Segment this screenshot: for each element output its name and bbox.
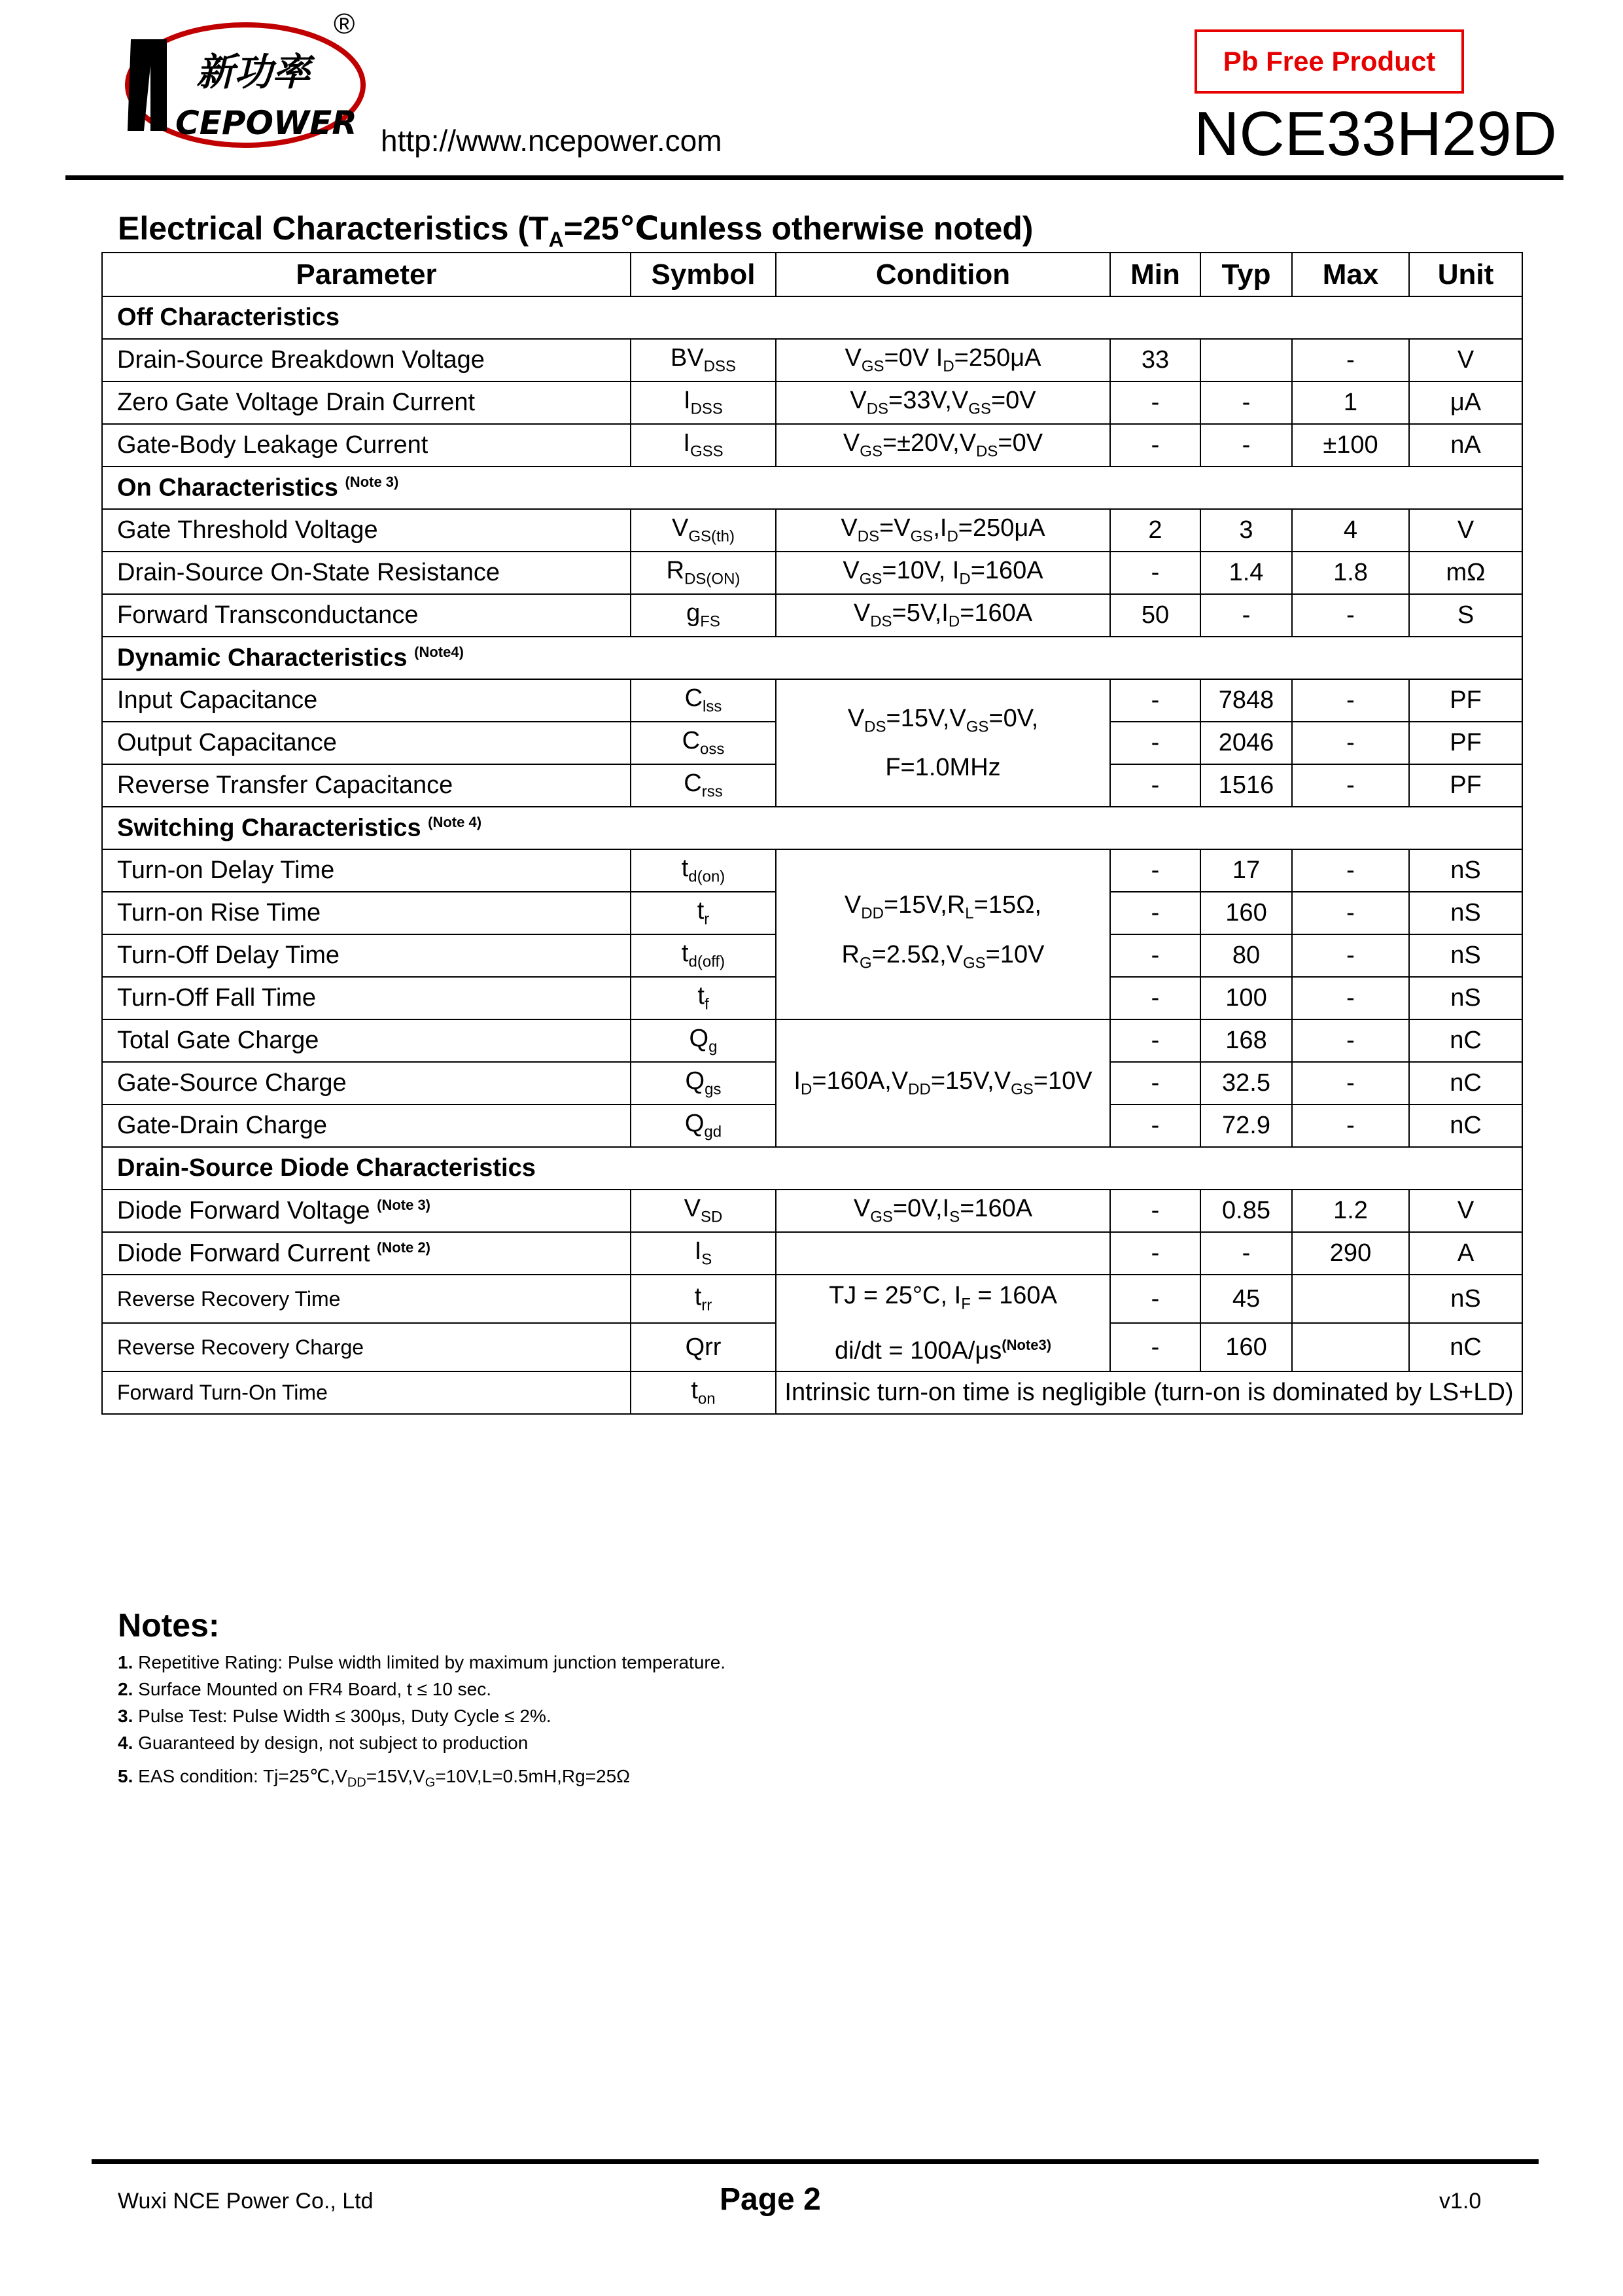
table-cell: 0.85: [1200, 1190, 1292, 1232]
table-row: [102, 1275, 1522, 1323]
table-cell: 100: [1200, 977, 1292, 1019]
footer-divider: [92, 2159, 1539, 2164]
section-dynamic: Dynamic Characteristics $^{(Note4)}$: [102, 637, 1522, 679]
col-typ: Typ: [1200, 253, 1292, 296]
table-cell: Diode Forward Voltage $^{(Note 3)}$: [102, 1190, 631, 1232]
section-off: Off Characteristics: [102, 296, 1522, 339]
table-cell: $V_{DS}=V_{GS},I_D=250\mu A$: [776, 509, 1110, 552]
header-row: [102, 253, 1522, 296]
table-cell: Intrinsic turn-on time is negligible (turn-on is dominated by LS+LD): [776, 1371, 1522, 1414]
table-cell: $t_f$: [631, 977, 776, 1019]
table-cell: nS: [1409, 892, 1522, 934]
table-cell: $R_{DS(ON)}$: [631, 552, 776, 594]
table-row: [102, 381, 1522, 424]
table-cell: 4: [1292, 509, 1409, 552]
table-cell: $V_{GS}=\pm 20V,V_{DS}=0V$: [776, 424, 1110, 467]
table-cell: -: [1110, 1190, 1200, 1232]
table-cell: nC: [1409, 1019, 1522, 1062]
table-cell: $C_{oss}$: [631, 722, 776, 764]
table-cell: -: [1292, 764, 1409, 807]
logo-english-text: CEPOWER: [175, 104, 357, 142]
registered-mark: ®: [334, 8, 355, 40]
table-cell: -: [1110, 1019, 1200, 1062]
table-cell: $V_{GS}=10V$, $I_D=160A$: [776, 552, 1110, 594]
table-cell: Turn-Off Delay Time: [102, 934, 631, 977]
table-cell: Output Capacitance: [102, 722, 631, 764]
website-url[interactable]: http://www.ncepower.com: [381, 124, 722, 158]
table-cell: -: [1200, 1232, 1292, 1275]
table-cell: Gate-Drain Charge: [102, 1104, 631, 1147]
section-switching: Switching Characteristics $^{(Note 4)}$: [102, 807, 1522, 849]
table-cell: $V_{DS}=15V,V_{GS}=0V$, F=1.0MHz: [776, 679, 1110, 807]
table-cell: Reverse Recovery Time: [102, 1275, 631, 1323]
table-cell: -: [1292, 892, 1409, 934]
table-cell: -: [1110, 424, 1200, 467]
table-cell: $BV_{DSS}$: [631, 339, 776, 381]
table-cell: 160: [1200, 892, 1292, 934]
table-cell: 3: [1200, 509, 1292, 552]
section-row: [102, 1147, 1522, 1190]
table-row: [102, 1019, 1522, 1062]
table-cell: -: [1292, 339, 1409, 381]
table-cell: $V_{DS}=5V,I_D=160A$: [776, 594, 1110, 637]
table-cell: Drain-Source Breakdown Voltage: [102, 339, 631, 381]
table-cell: 2046: [1200, 722, 1292, 764]
version: v1.0: [1439, 2189, 1482, 2214]
table-cell: S: [1409, 594, 1522, 637]
table-row: [102, 1371, 1522, 1414]
table-cell: -: [1110, 977, 1200, 1019]
table-cell: $I_{GSS}$: [631, 424, 776, 467]
table-row: [102, 1232, 1522, 1275]
table-row: [102, 679, 1522, 722]
table-cell: $t_{d(off)}$: [631, 934, 776, 977]
page-number: Page 2: [720, 2182, 821, 2217]
table-cell: Turn-Off Fall Time: [102, 977, 631, 1019]
table-cell: [1292, 1275, 1409, 1323]
table-cell: $I_S$: [631, 1232, 776, 1275]
table-cell: -: [1292, 934, 1409, 977]
table-cell: V: [1409, 1190, 1522, 1232]
table-cell: -: [1200, 424, 1292, 467]
table-cell: -: [1110, 892, 1200, 934]
note-item: 4. Guaranteed by design, not subject to production: [118, 1733, 529, 1753]
table-cell: 1.4: [1200, 552, 1292, 594]
table-cell: -: [1292, 1062, 1409, 1104]
table-cell: $V_{DS}=33V,V_{GS}=0V$: [776, 381, 1110, 424]
section-row: [102, 807, 1522, 849]
table-cell: 2: [1110, 509, 1200, 552]
table-cell: -: [1292, 679, 1409, 722]
table-cell: [1200, 339, 1292, 381]
logo-chinese-text: 新功率: [196, 50, 311, 94]
table-cell: -: [1110, 1062, 1200, 1104]
table-cell: -: [1110, 764, 1200, 807]
table-cell: -: [1110, 1104, 1200, 1147]
col-max: Max: [1292, 253, 1409, 296]
table-cell: nC: [1409, 1062, 1522, 1104]
table-cell: PF: [1409, 764, 1522, 807]
table-cell: -: [1292, 1019, 1409, 1062]
table-cell: 45: [1200, 1275, 1292, 1323]
table-cell: 1.2: [1292, 1190, 1409, 1232]
table-cell: -: [1110, 1275, 1200, 1323]
electrical-characteristics-table: [101, 252, 1523, 1415]
table-cell: 33: [1110, 339, 1200, 381]
table-cell: Drain-Source On-State Resistance: [102, 552, 631, 594]
section-row: [102, 296, 1522, 339]
table-cell: nS: [1409, 1275, 1522, 1323]
table-cell: $V_{GS}=0V,I_S=160A$: [776, 1190, 1110, 1232]
table-cell: nS: [1409, 849, 1522, 892]
table-row: [102, 339, 1522, 381]
table-cell: Turn-on Delay Time: [102, 849, 631, 892]
section-on: On Characteristics $^{(Note 3)}$: [102, 467, 1522, 509]
table-cell: 7848: [1200, 679, 1292, 722]
col-condition: Condition: [776, 253, 1110, 296]
table-row: [102, 594, 1522, 637]
table-cell: 160: [1200, 1323, 1292, 1371]
table-cell: A: [1409, 1232, 1522, 1275]
table-cell: -: [1110, 679, 1200, 722]
table-cell: -: [1292, 977, 1409, 1019]
table-cell: -: [1110, 722, 1200, 764]
table-cell: -: [1110, 381, 1200, 424]
table-cell: [1292, 1323, 1409, 1371]
table-cell: nS: [1409, 934, 1522, 977]
table-cell: Turn-on Rise Time: [102, 892, 631, 934]
table-cell: $Q_{gs}$: [631, 1062, 776, 1104]
table-cell: -: [1110, 934, 1200, 977]
table-cell: $I_D=160A,V_{DD}=15V,V_{GS}=10V$: [776, 1019, 1110, 1147]
table-cell: -: [1110, 1232, 1200, 1275]
table-cell: TJ = 25°C, $I_F = 160A$ $di/dt = 100A/\mu s^{(Note3)}$: [776, 1275, 1110, 1371]
table-cell: -: [1292, 1104, 1409, 1147]
pb-free-badge: Pb Free Product: [1195, 29, 1464, 94]
part-number: NCE33H29D: [1194, 99, 1557, 169]
table-cell: $t_{on}$: [631, 1371, 776, 1414]
table-cell: V: [1409, 339, 1522, 381]
table-cell: -: [1200, 381, 1292, 424]
section-row: [102, 637, 1522, 679]
section-title: Electrical Characteristics ($T_A=25℃unless$ otherwise noted): [118, 210, 1034, 251]
table-cell: Gate-Body Leakage Current: [102, 424, 631, 467]
table-cell: 1516: [1200, 764, 1292, 807]
table-cell: -: [1110, 849, 1200, 892]
col-min: Min: [1110, 253, 1200, 296]
table-cell: nC: [1409, 1104, 1522, 1147]
table-cell: $Q_{gd}$: [631, 1104, 776, 1147]
table-row: [102, 849, 1522, 892]
table-cell: $V_{SD}$: [631, 1190, 776, 1232]
col-parameter: Parameter: [102, 253, 631, 296]
table-cell: nC: [1409, 1323, 1522, 1371]
col-symbol: Symbol: [631, 253, 776, 296]
note-item: 2. Surface Mounted on FR4 Board, t ≤ 10 sec.: [118, 1679, 492, 1699]
notes-heading: Notes:: [118, 1607, 220, 1644]
table-cell: $Q_g$: [631, 1019, 776, 1062]
table-cell: $C_{rss}$: [631, 764, 776, 807]
header-divider: [65, 175, 1563, 180]
section-diode: Drain-Source Diode Characteristics: [102, 1147, 1522, 1190]
table-cell: Reverse Transfer Capacitance: [102, 764, 631, 807]
table-cell: $I_{DSS}$: [631, 381, 776, 424]
table-cell: V: [1409, 509, 1522, 552]
table-cell: [776, 1232, 1110, 1275]
table-cell: 1: [1292, 381, 1409, 424]
table-row: [102, 1190, 1522, 1232]
table-row: [102, 552, 1522, 594]
ncepower-logo: [118, 13, 366, 154]
table-cell: $g_{FS}$: [631, 594, 776, 637]
table-cell: $V_{DD}=15V,R_L=15\Omega$, $R_G=2.5\Omega,V_{GS}=10V$: [776, 849, 1110, 1019]
col-unit: Unit: [1409, 253, 1522, 296]
table-cell: 17: [1200, 849, 1292, 892]
table-cell: Gate-Source Charge: [102, 1062, 631, 1104]
table-cell: Qrr: [631, 1323, 776, 1371]
table-cell: Input Capacitance: [102, 679, 631, 722]
table-cell: 32.5: [1200, 1062, 1292, 1104]
table-cell: $t_{d(on)}$: [631, 849, 776, 892]
table-cell: Forward Transconductance: [102, 594, 631, 637]
section-row: [102, 467, 1522, 509]
table-cell: Total Gate Charge: [102, 1019, 631, 1062]
note-item: 5. EAS condition: $Tj=25℃,V_{DD}=15V,V_G=10V,L=0.5mH,Rg=25\Omega$: [118, 1766, 631, 1790]
company-name: Wuxi NCE Power Co., Ltd: [118, 2189, 374, 2214]
table-cell: 168: [1200, 1019, 1292, 1062]
table-cell: 1.8: [1292, 552, 1409, 594]
table-cell: -: [1200, 594, 1292, 637]
table-cell: -: [1110, 1323, 1200, 1371]
note-item: 3. Pulse Test: Pulse Width ≤ 300μs, Duty Cycle ≤ 2%.: [118, 1706, 551, 1726]
table-cell: Zero Gate Voltage Drain Current: [102, 381, 631, 424]
table-cell: -: [1292, 722, 1409, 764]
table-cell: PF: [1409, 722, 1522, 764]
table-cell: mΩ: [1409, 552, 1522, 594]
table-cell: $t_r$: [631, 892, 776, 934]
table-cell: -: [1292, 849, 1409, 892]
table-cell: PF: [1409, 679, 1522, 722]
table-cell: Reverse Recovery Charge: [102, 1323, 631, 1371]
table-cell: $V_{GS(th)}$: [631, 509, 776, 552]
table-cell: nA: [1409, 424, 1522, 467]
table-cell: $t_{rr}$: [631, 1275, 776, 1323]
table-cell: 290: [1292, 1232, 1409, 1275]
table-cell: -: [1292, 594, 1409, 637]
table-row: [102, 509, 1522, 552]
table-cell: 72.9: [1200, 1104, 1292, 1147]
table-cell: Gate Threshold Voltage: [102, 509, 631, 552]
table-cell: nS: [1409, 977, 1522, 1019]
table-cell: -: [1110, 552, 1200, 594]
table-row: [102, 424, 1522, 467]
note-item: 1. Repetitive Rating: Pulse width limited by maximum junction temperature.: [118, 1652, 726, 1672]
table-cell: Forward Turn-On Time: [102, 1371, 631, 1414]
table-cell: μA: [1409, 381, 1522, 424]
table-cell: $V_{GS}=0V$ $I_D=250\mu A$: [776, 339, 1110, 381]
table-cell: Diode Forward Current $^{(Note 2)}$: [102, 1232, 631, 1275]
table-cell: 50: [1110, 594, 1200, 637]
table-cell: 80: [1200, 934, 1292, 977]
table-cell: $C_{lss}$: [631, 679, 776, 722]
table-cell: ±100: [1292, 424, 1409, 467]
